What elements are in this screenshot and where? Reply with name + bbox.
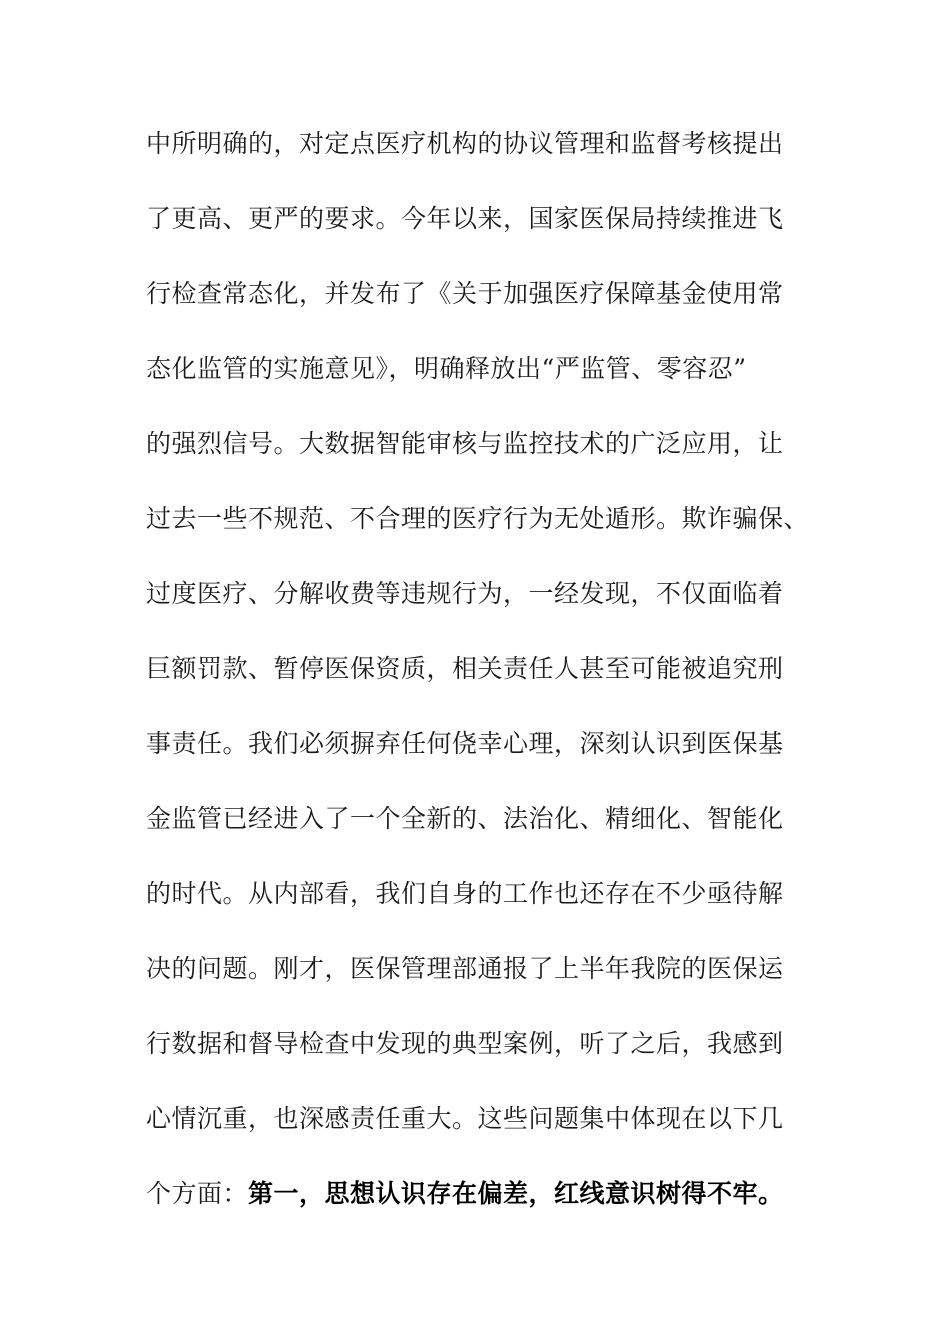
text-line-1: 中所明确的，对定点医疗机构的协议管理和监督考核提出 (146, 129, 784, 158)
text-line-15-normal: 个方面： (146, 1179, 249, 1208)
text-line-12: 决的问题。刚才，医保管理部通报了上半年我院的医保运 (146, 954, 784, 983)
text-line-3: 行检查常态化，并发布了《关于加强医疗保障基金使用常 (146, 279, 784, 308)
text-line-14: 心情沉重，也深感责任重大。这些问题集中体现在以下几 (146, 1104, 784, 1133)
text-line-11: 的时代。从内部看，我们自身的工作也还存在不少亟待解 (146, 879, 784, 908)
text-line-10: 金监管已经进入了一个全新的、法治化、精细化、智能化 (146, 804, 784, 833)
text-line-4: 态化监管的实施意见》，明确释放出“严监管、零容忍” (146, 354, 747, 383)
text-line-9: 事责任。我们必须摒弃任何侥幸心理，深刻认识到医保基 (146, 729, 784, 758)
text-line-7: 过度医疗、分解收费等违规行为，一经发现，不仅面临着 (146, 579, 784, 608)
text-line-13: 行数据和督导检查中发现的典型案例，听了之后，我感到 (146, 1029, 784, 1058)
text-line-8: 巨额罚款、暂停医保资质，相关责任人甚至可能被追究刑 (146, 654, 784, 683)
body-text (146, 124, 946, 1249)
text-line-6: 过去一些不规范、不合理的医疗行为无处遁形。欺诈骗保、 (146, 504, 810, 533)
section-heading-first-point: 第一，思想认识存在偏差，红线意识树得不牢。 (248, 1179, 784, 1208)
text-line-15 (146, 1174, 946, 1249)
text-line-2: 了更高、更严的要求。今年以来，国家医保局持续推进飞 (146, 204, 784, 233)
text-line-5: 的强烈信号。大数据智能审核与监控技术的广泛应用，让 (146, 429, 784, 458)
